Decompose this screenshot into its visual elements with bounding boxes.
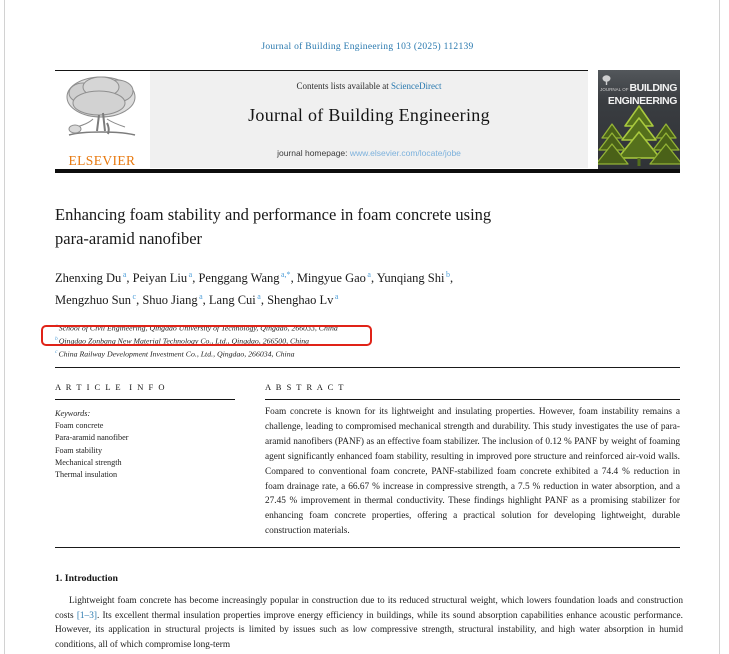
- elsevier-logo: [57, 73, 147, 169]
- affiliation-row: [55, 321, 675, 334]
- introduction-heading: 1. Introduction: [55, 573, 118, 584]
- author: Penggang Wang $^{a,*}$,: [198, 270, 297, 286]
- page-left-edge: [4, 0, 5, 654]
- keyword-item: Foam stability: [55, 445, 103, 455]
- author-affiliation-superscript: a: [188, 270, 193, 279]
- elsevier-wordmark: ELSEVIER: [68, 153, 136, 168]
- keywords-block: [55, 408, 235, 481]
- keyword-item: Thermal insulation: [55, 470, 118, 480]
- article-title: [55, 203, 655, 250]
- cover-trees-icon: [598, 104, 680, 173]
- journal-citation-line: Journal of Building Engineering 103 (2025) 112139: [261, 42, 474, 52]
- affiliation-text: School of Civil Engineering, Qingdao University of Technology, Qingdao, 266033, China: [58, 323, 338, 333]
- contents-list-line: [150, 81, 588, 91]
- author-affiliation-superscript: b: [445, 270, 450, 279]
- homepage-link[interactable]: www.elsevier.com/locate/jobe: [349, 148, 461, 158]
- homepage-prefix: journal homepage:: [277, 148, 350, 158]
- author-affiliation-superscript: a: [367, 270, 371, 279]
- cover-title-line2: ENGINEERING: [607, 94, 677, 107]
- author: Mingyue Gao $^a$,: [296, 270, 377, 286]
- keyword-item: Para-aramid nanofiber: [55, 433, 129, 443]
- affiliation-row: [55, 334, 675, 347]
- journal-cover-thumbnail: [598, 70, 680, 173]
- article-title-line2: para-aramid nanofiber: [55, 228, 203, 248]
- author: Shenghao Lv $^a$: [267, 291, 339, 307]
- author: Lang Cui $^a$,: [208, 291, 268, 307]
- introduction-text: . Its excellent thermal insulation properties improve energy efficiency in buildings, while its sound absorption capabilities enhance acoustic performance. However, its application in structural projects is limited by issues such as low compressive strength, structural instability, and high water absorption in humid conditions, all of which compromise long-term: [55, 610, 683, 650]
- journal-title: Journal of Building Engineering: [248, 105, 490, 125]
- keyword-item: Foam concrete: [55, 421, 104, 431]
- abstract-text: Foam concrete is known for its lightweight and insulating properties. However, foam instability remains a challenge, leading to compromised mechanical strength and durability. This study investigates the use of para-aramid nanofibers (PANF) as an effective foam stabilizer. The inclusion of 0.12 % PANF by weight of foaming agent significantly enhanced foam stability, resulting in improved pore structure and reinforced air-void walls. Compared to conventional foam concrete, PANF-stabilized foam concrete exhibited a 74.4 % reduction in foam drainage rate, a 66.67 % increase in compressive strength, a 7.5 % reduction in water absorption, and a 27.45 % improvement in thermal conductivity. These findings highlight PANF as a promising stabilizer for enhancing foam concrete properties, offering a practical solution for developing lightweight, durable construction materials.: [265, 407, 680, 537]
- author-affiliation-superscript: a: [334, 291, 339, 301]
- page-right-edge: [719, 0, 720, 654]
- author: Mengzhuo Sun $^c$,: [55, 291, 143, 307]
- journal-header-box: [150, 71, 588, 168]
- abstract-bottom-rule: [55, 547, 680, 548]
- affiliation-text: China Railway Development Investment Co., Ltd., Qingdao, 266034, China: [58, 349, 295, 359]
- affiliation-marker: b: [55, 336, 58, 343]
- cover-journal-of: JOURNAL OF: [600, 87, 629, 92]
- affiliation-marker: c: [55, 349, 58, 356]
- author-affiliation-superscript: a,*: [281, 270, 291, 279]
- cover-title-line1: BUILDING: [629, 82, 677, 94]
- journal-homepage-line: [150, 148, 588, 158]
- sciencedirect-link[interactable]: ScienceDirect: [391, 81, 442, 91]
- author-affiliation-superscript: a: [199, 291, 203, 301]
- author-affiliation-superscript: c: [132, 291, 137, 301]
- citation-link[interactable]: [1–3]: [76, 610, 97, 621]
- affiliation-row: [55, 347, 675, 360]
- affiliation-list: [55, 321, 675, 361]
- author: Shuo Jiang $^a$,: [142, 291, 209, 307]
- article-info-rule: [55, 399, 235, 400]
- author-list: [55, 266, 675, 309]
- author-affiliation-superscript: a: [257, 291, 261, 301]
- keyword-item: Mechanical strength: [55, 457, 122, 467]
- abstract-rule: [265, 399, 680, 400]
- affiliation-text: Qingdao Zonbang New Material Technology Co., Ltd., Qingdao, 266500, China: [58, 336, 310, 346]
- introduction-paragraph: [55, 594, 683, 652]
- affiliation-marker: a: [55, 323, 58, 329]
- author: Zhenxing Du $^a$,: [55, 270, 133, 286]
- contents-list-prefix: Contents lists available at: [296, 81, 391, 91]
- section-divider-rule: [55, 367, 680, 368]
- author-line-2: [55, 288, 675, 310]
- keywords-label: Keywords:: [55, 409, 91, 418]
- article-info-heading: A R T I C L E I N F O: [55, 382, 167, 392]
- article-title-line1: Enhancing foam stability and performance in foam concrete using: [55, 205, 492, 224]
- author-line-1: [55, 266, 675, 288]
- introduction-text: Lightweight foam concrete has become increasingly popular in construction due to its reduced structural weight, which lowers foundation loads and construction costs: [55, 596, 683, 621]
- abstract-heading: A B S T R A C T: [265, 382, 345, 392]
- header-bottom-bar: [55, 169, 680, 173]
- author: Yunqiang Shi $^b$,: [376, 270, 454, 286]
- author: Peiyan Liu $^a$,: [132, 270, 199, 286]
- author-affiliation-superscript: a: [122, 270, 127, 279]
- cover-title: [600, 83, 677, 106]
